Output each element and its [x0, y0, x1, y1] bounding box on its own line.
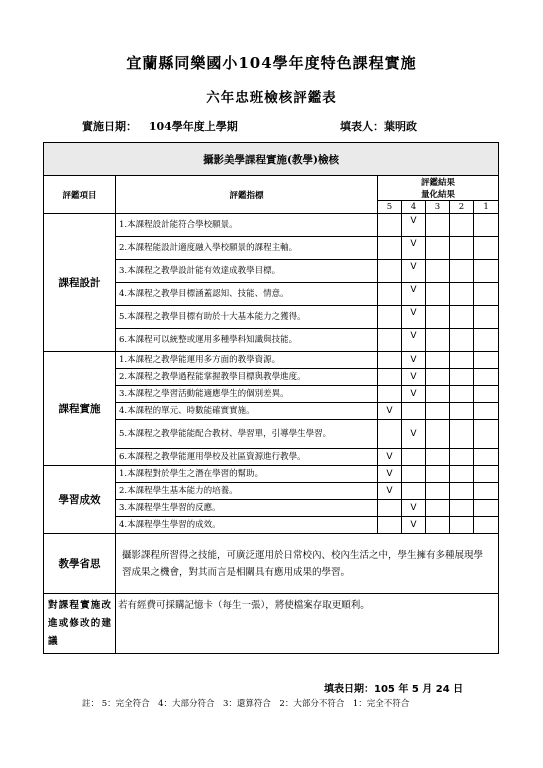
check-mark: V [402, 214, 426, 237]
reflection-label: 教學省思 [44, 534, 116, 594]
score-cell-1 [474, 352, 499, 369]
implementation-date [82, 118, 238, 134]
check-mark: V [378, 449, 402, 466]
score-cell-5 [378, 329, 402, 352]
score-cell-5 [378, 420, 402, 449]
score-cell-1 [474, 260, 499, 283]
col-header-indicator: 評鑑指標 [116, 176, 378, 214]
indicator-cell: 4.本課程的單元、時數能確實實施。 [116, 403, 378, 420]
score-cell-1 [474, 449, 499, 466]
score-cell-3 [426, 449, 450, 466]
score-cell-2 [450, 483, 474, 500]
check-mark: V [378, 403, 402, 420]
score-header-5: 5 [378, 201, 402, 214]
indicator-cell: 4.本課程學生學習的成效。 [116, 517, 378, 534]
filler [340, 118, 417, 134]
document-title: 宜蘭縣同樂國小104學年度特色課程實施 [126, 54, 417, 72]
score-header-4: 4 [402, 201, 426, 214]
score-cell-2 [450, 329, 474, 352]
score-cell-5 [378, 352, 402, 369]
check-mark: V [402, 237, 426, 260]
evaluation-table [43, 142, 499, 654]
check-mark: V [402, 283, 426, 306]
score-cell-2 [450, 369, 474, 386]
score-cell-3 [426, 500, 450, 517]
score-cell-1 [474, 306, 499, 329]
filler-label: 填表人： [340, 120, 384, 133]
check-mark: V [402, 517, 426, 534]
score-cell-3 [426, 352, 450, 369]
score-cell-5 [378, 283, 402, 306]
score-cell-3 [426, 237, 450, 260]
score-cell-3 [426, 283, 450, 306]
score-cell-3 [426, 260, 450, 283]
score-cell-2 [450, 306, 474, 329]
score-cell-2 [450, 500, 474, 517]
score-cell-1 [474, 237, 499, 260]
indicator-cell: 3.本課程學生學習的反應。 [116, 500, 378, 517]
score-cell-1 [474, 420, 499, 449]
score-cell-2 [450, 420, 474, 449]
date-value: 104學年度上學期 [148, 120, 238, 133]
score-cell-5 [378, 369, 402, 386]
score-cell-4 [402, 449, 426, 466]
date-label: 實施日期： [82, 120, 137, 133]
indicator-cell: 1.本課程之教學能運用多方面的教學資源。 [116, 352, 378, 369]
score-cell-5 [378, 386, 402, 403]
category-cell: 課程設計 [44, 214, 116, 352]
score-cell-1 [474, 403, 499, 420]
score-cell-2 [450, 386, 474, 403]
check-mark: V [402, 329, 426, 352]
score-cell-3 [426, 369, 450, 386]
check-mark: V [378, 466, 402, 483]
score-cell-1 [474, 214, 499, 237]
score-cell-2 [450, 449, 474, 466]
indicator-cell: 5.本課程之教學能能配合教材、學習單，引導學生學習。 [116, 420, 378, 449]
check-mark: V [378, 483, 402, 500]
score-cell-3 [426, 214, 450, 237]
score-cell-2 [450, 260, 474, 283]
score-cell-3 [426, 466, 450, 483]
score-cell-1 [474, 517, 499, 534]
indicator-cell: 2.本課程能設計適度融入學校願景的課程主軸。 [116, 237, 378, 260]
score-cell-2 [450, 403, 474, 420]
score-cell-5 [378, 517, 402, 534]
score-cell-2 [450, 517, 474, 534]
check-mark: V [402, 260, 426, 283]
table-row [44, 352, 499, 369]
score-cell-5 [378, 306, 402, 329]
score-cell-1 [474, 386, 499, 403]
check-mark: V [402, 500, 426, 517]
revision-text: 若有經費可採購記憶卡（每生一張），將使檔案存取更順利。 [116, 594, 499, 654]
score-cell-3 [426, 403, 450, 420]
fill-date: 填表日期：105 年 5 月 24 日 [324, 684, 464, 695]
score-cell-1 [474, 466, 499, 483]
reflection-row [44, 534, 499, 594]
indicator-cell: 5.本課程之教學目標有助於十大基本能力之獲得。 [116, 306, 378, 329]
category-cell: 學習成效 [44, 466, 116, 534]
check-mark: V [402, 420, 426, 449]
indicator-cell: 3.本課程之教學設計能有效達成教學目標。 [116, 260, 378, 283]
score-cell-3 [426, 386, 450, 403]
indicator-cell: 2.本課程之教學過程能掌握教學目標與教學進度。 [116, 369, 378, 386]
filler-value: 葉明政 [384, 120, 417, 133]
score-cell-1 [474, 369, 499, 386]
document-subtitle: 六年忠班檢核評鑑表 [206, 90, 337, 106]
score-cell-1 [474, 283, 499, 306]
score-cell-3 [426, 420, 450, 449]
score-legend-note: 註： 5：完全符合 4：大部分符合 3：還算符合 2：大部分不符合 1：完全不符合 [82, 699, 410, 709]
score-cell-3 [426, 306, 450, 329]
reflection-text: 攝影課程所習得之技能，可廣泛運用於日常校內、校內生活之中，學生擁有多種展現學習成果之機會，對其而言是相關具有應用成果的學習。 [116, 534, 499, 594]
score-cell-5 [378, 500, 402, 517]
score-header-1: 1 [474, 201, 499, 214]
indicator-cell: 2.本課程學生基本能力的培養。 [116, 483, 378, 500]
score-cell-3 [426, 483, 450, 500]
score-cell-4 [402, 483, 426, 500]
score-cell-3 [426, 517, 450, 534]
check-mark: V [402, 369, 426, 386]
table-heading: 攝影美學課程實施(教學)檢核 [44, 143, 499, 176]
indicator-cell: 4.本課程之教學目標涵蓋認知、技能、情意。 [116, 283, 378, 306]
score-cell-4 [402, 403, 426, 420]
score-cell-5 [378, 237, 402, 260]
indicator-cell: 6.本課程之教學能運用學校及社區資源進行教學。 [116, 449, 378, 466]
score-cell-3 [426, 329, 450, 352]
score-cell-1 [474, 329, 499, 352]
score-header-2: 2 [450, 201, 474, 214]
check-mark: V [402, 306, 426, 329]
check-mark: V [402, 352, 426, 369]
indicator-cell: 1.本課程設計能符合學校願景。 [116, 214, 378, 237]
score-cell-1 [474, 500, 499, 517]
col-header-result [378, 176, 499, 201]
col-header-item: 評鑑項目 [44, 176, 116, 214]
indicator-cell: 6.本課程可以統整或運用多種學科知識與技能。 [116, 329, 378, 352]
score-cell-1 [474, 483, 499, 500]
indicator-cell: 3.本課程之學習活動能適應學生的個別差異。 [116, 386, 378, 403]
score-cell-2 [450, 237, 474, 260]
indicator-cell: 1.本課程對於學生之潛在學習的幫助。 [116, 466, 378, 483]
score-header-3: 3 [426, 201, 450, 214]
revision-label: 對課程實施改進或修改的建議 [44, 594, 116, 654]
score-cell-5 [378, 214, 402, 237]
score-cell-2 [450, 352, 474, 369]
category-cell: 課程實施 [44, 352, 116, 466]
table-row [44, 466, 499, 483]
score-cell-2 [450, 214, 474, 237]
score-cell-2 [450, 283, 474, 306]
revision-row [44, 594, 499, 654]
score-cell-4 [402, 466, 426, 483]
check-mark: V [402, 386, 426, 403]
table-row [44, 214, 499, 237]
score-cell-2 [450, 466, 474, 483]
result-line2: 量化結果 [421, 190, 456, 200]
score-cell-5 [378, 260, 402, 283]
result-line1: 評鑑結果 [421, 178, 456, 188]
